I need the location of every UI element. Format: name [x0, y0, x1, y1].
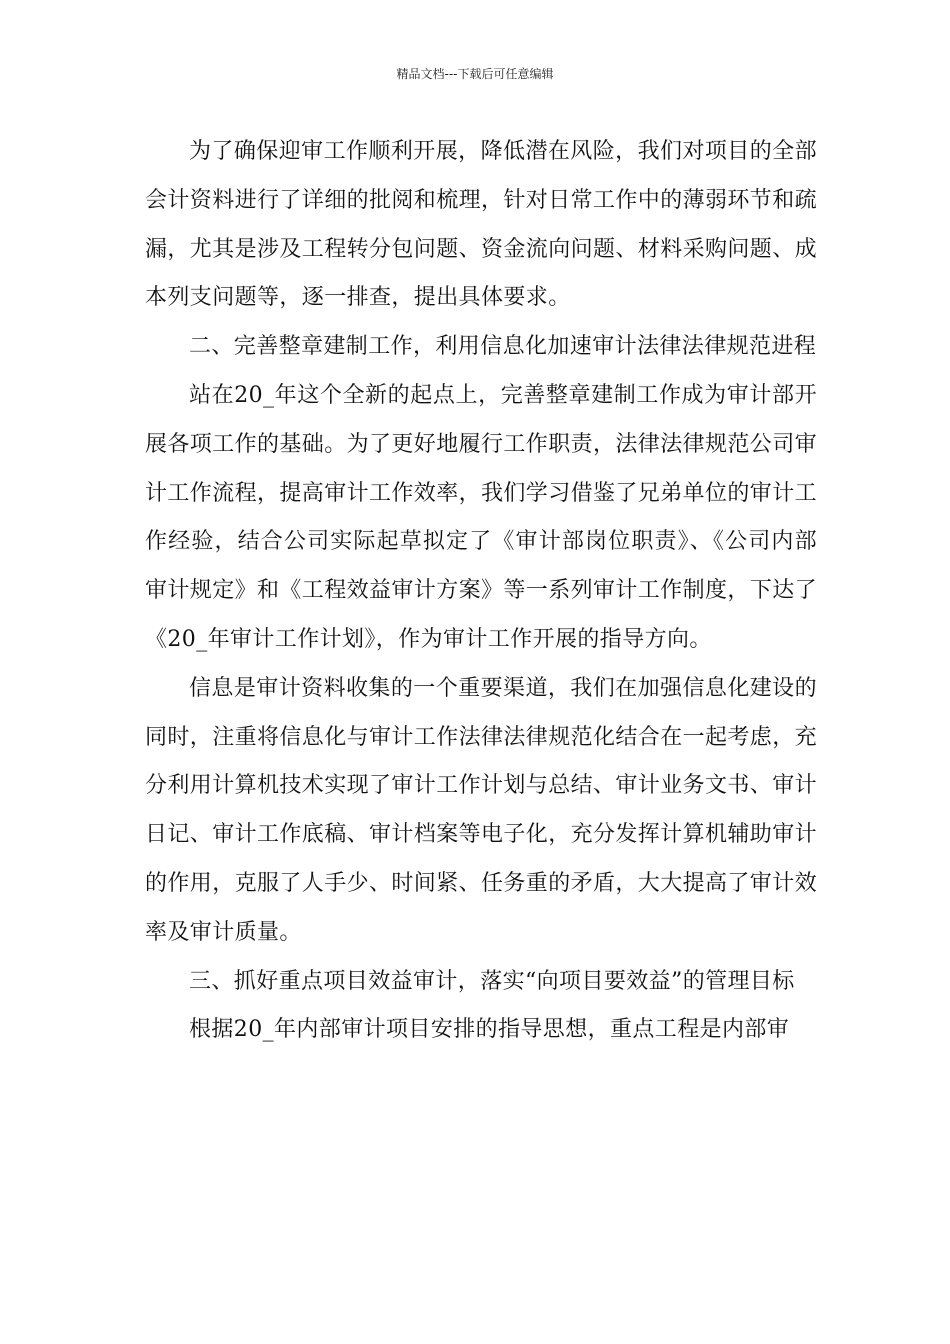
paragraph-key-projects: 根据20_年内部审计项目安排的指导思想，重点工程是内部审 [189, 1017, 790, 1043]
paragraph-information: 信息是审计资料收集的一个重要渠道，我们在加强信息化建设的同时，注重将信息化与审计工作法律法律规范化结合在一起考虑，充分利用计算机技术实现了审计工作计划与总结、审计业务文书、审计日记、审计工作底稿、审计档案等电子化，充分发挥计算机辅助审计的作用，克服了人手少、时间紧、任务重的矛盾，大大提高了审计效率及审计质量。 [145, 675, 818, 945]
paragraph-rules: 站在20_年这个全新的起点上，完善整章建制工作成为审计部开展各项工作的基础。为了更好地履行工作职责，法律法律规范公司审计工作流程，提高审计工作效率，我们学习借鉴了兄弟单位的审计工作经验，结合公司实际起草拟定了《审计部岗位职责》、《公司内部审计规定》和《工程效益审计方案》等一系列审计工作制度，下达了《20_年审计工作计划》，作为审计工作开展的指导方向。 [145, 382, 818, 652]
page-header: 精品文档---下载后可任意编辑 [396, 67, 554, 81]
section-heading-2: 二、完善整章建制工作，利用信息化加速审计法律法律规范进程 [189, 334, 817, 360]
paragraph-intro: 为了确保迎审工作顺利开展，降低潜在风险，我们对项目的全部会计资料进行了详细的批阅和梳理，针对日常工作中的薄弱环节和疏漏，尤其是涉及工程转分包问题、资金流向问题、材料采购问题、成本列支问题等，逐一排查，提出具体要求。 [145, 139, 818, 311]
section-heading-3: 三、抓好重点项目效益审计，落实“向项目要效益”的管理目标 [189, 968, 795, 994]
document-body [145, 128, 817, 1055]
